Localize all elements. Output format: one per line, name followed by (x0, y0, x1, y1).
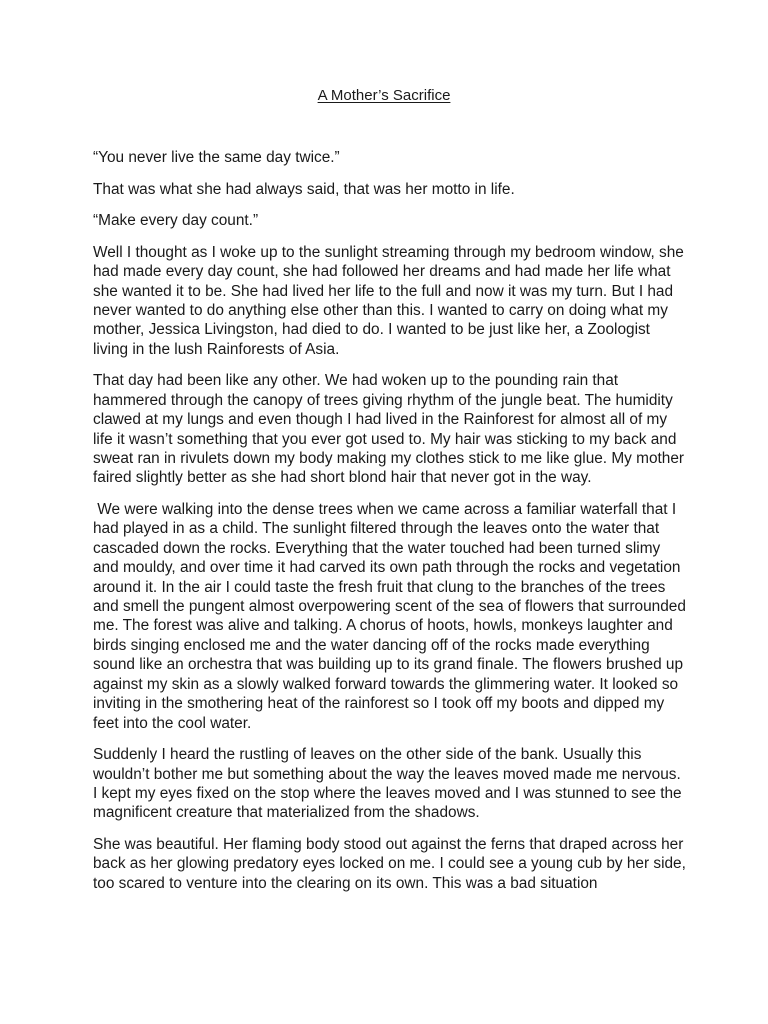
paragraph: She was beautiful. Her flaming body stood out against the ferns that draped across her back as her glowing predatory eyes locked on me. I could see a young cub by her side, too scared to venture into the clearing on its own. This was a bad situation (93, 835, 691, 892)
paragraph: Suddenly I heard the rustling of leaves on the other side of the bank. Usually this wouldn’t bother me but something about the way the leaves moved made me nervous. I kept my eyes fixed on the stop where the leaves moved and I was stunned to see the magnificent creature that materialized from the shadows. (93, 746, 686, 822)
document-title: A Mother’s Sacrifice (317, 87, 451, 104)
paragraph: That was what she had always said, that was her motto in life. (93, 180, 515, 198)
paragraph: Well I thought as I woke up to the sunlight streaming through my bedroom window, she had made every day count, she had followed her dreams and had made her life what she wanted it to be. She had lived her life to the full and now it was my turn. But I had never wanted to do anything else other than this. I wanted to carry on doing what my mother, Jessica Livingston, had died to do. I wanted to be just like her, a Zoologist living in the lush Rainforests of Asia. (93, 243, 689, 358)
paragraph: “You never live the same day twice.” (93, 149, 340, 166)
paragraph: We were walking into the dense trees when we came across a familiar waterfall that I had played in as a child. The sunlight filtered through the leaves onto the water that cascaded down the rocks. Everything that the water touched had been turned slimy and mouldy, and over time it had carved its own path through the rocks and vegetation around it. In the air I could taste the fresh fruit that clung to the branches of the trees and smell the pungent almost overpowering scent of the sea of flowers that surrounded me. The forest was alive and talking. A chorus of hoots, howls, monkeys laughter and birds singing enclosed me and the water dancing off of the rocks made everything sound like an orchestra that was building up to its grand finale. The flowers brushed up against my skin as a slowly walked forward towards the glimmering water. It looked so inviting in the smothering heat of the rainforest so I took off my boots and dipped my feet into the cool water. (93, 501, 691, 732)
paragraph: That day had been like any other. We had woken up to the pounding rain that hammered through the canopy of trees giving rhythm of the jungle beat. The humidity clawed at my lungs and even though I had lived in the Rainforest for almost all of my life it wasn’t something that you ever got used to. My hair was sticking to my back and sweat ran in rivulets down my body making my clothes stick to me like glue. My mother faired slightly better as she had short blond hair that never got in the way. (93, 372, 689, 487)
document-body (93, 148, 689, 905)
paragraph: “Make every day count.” (93, 212, 259, 230)
